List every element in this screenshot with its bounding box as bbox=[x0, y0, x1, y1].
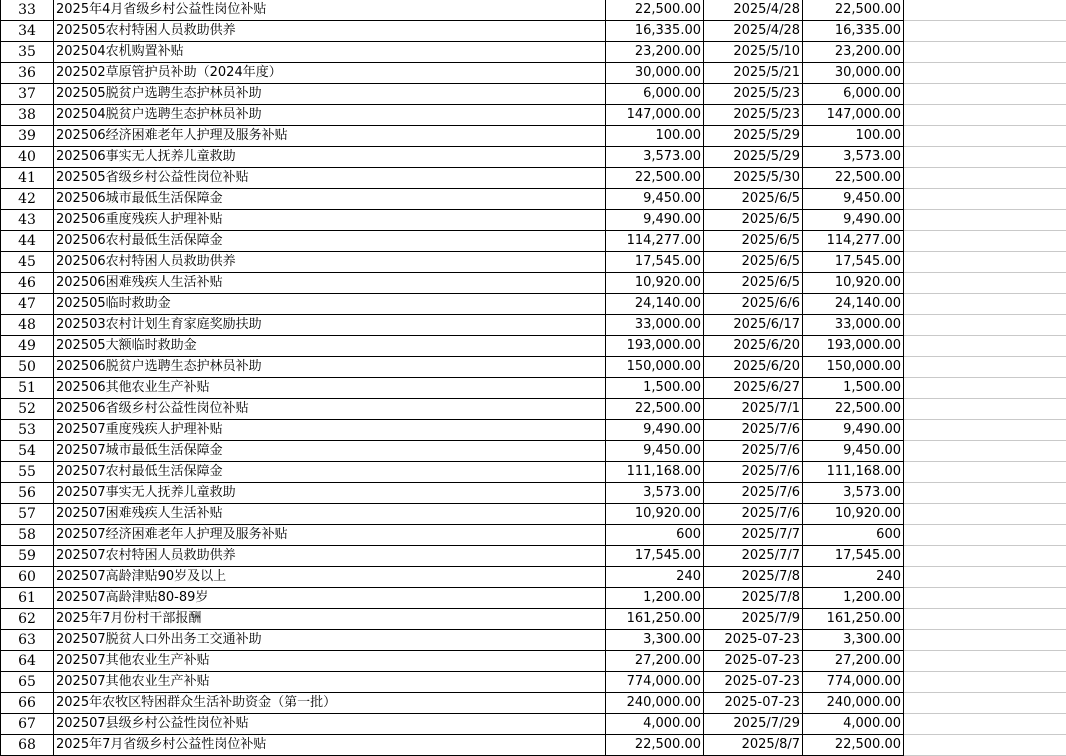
table-row bbox=[1, 189, 1066, 210]
empty-cell[interactable] bbox=[904, 735, 1066, 756]
paid-amount-cell[interactable]: 17,545.00 bbox=[803, 252, 904, 273]
row-number-cell[interactable]: 59 bbox=[1, 546, 54, 567]
date-cell[interactable]: 2025/7/1 bbox=[704, 399, 803, 420]
table-row bbox=[1, 273, 1066, 294]
amount-cell[interactable]: 3,573.00 bbox=[606, 483, 704, 504]
table-row bbox=[1, 294, 1066, 315]
table-row bbox=[1, 399, 1066, 420]
row-number-cell[interactable]: 64 bbox=[1, 651, 54, 672]
table-row bbox=[1, 126, 1066, 147]
date-cell[interactable]: 2025/8/7 bbox=[704, 735, 803, 756]
empty-cell[interactable] bbox=[904, 525, 1066, 546]
empty-cell[interactable] bbox=[904, 462, 1066, 483]
table-row bbox=[1, 462, 1066, 483]
table-row bbox=[1, 525, 1066, 546]
empty-cell[interactable] bbox=[904, 147, 1066, 168]
date-cell[interactable]: 2025/5/29 bbox=[704, 126, 803, 147]
table-row bbox=[1, 651, 1066, 672]
item-name-cell[interactable]: 202506经济困难老年人护理及服务补贴 bbox=[54, 126, 606, 147]
table-row bbox=[1, 735, 1066, 756]
empty-cell[interactable] bbox=[904, 105, 1066, 126]
row-number-cell[interactable]: 40 bbox=[1, 147, 54, 168]
empty-cell[interactable] bbox=[904, 84, 1066, 105]
date-cell[interactable]: 2025/6/5 bbox=[704, 231, 803, 252]
amount-cell[interactable]: 24,140.00 bbox=[606, 294, 704, 315]
paid-amount-cell[interactable]: 23,200.00 bbox=[803, 42, 904, 63]
amount-cell[interactable]: 111,168.00 bbox=[606, 462, 704, 483]
table-row bbox=[1, 609, 1066, 630]
date-cell[interactable]: 2025/6/5 bbox=[704, 210, 803, 231]
item-name-cell[interactable]: 202507经济困难老年人护理及服务补贴 bbox=[54, 525, 606, 546]
paid-amount-cell[interactable]: 3,573.00 bbox=[803, 147, 904, 168]
row-number-cell[interactable]: 68 bbox=[1, 735, 54, 756]
table-row bbox=[1, 0, 1066, 21]
row-number-cell[interactable]: 66 bbox=[1, 693, 54, 714]
date-cell[interactable]: 2025/5/21 bbox=[704, 63, 803, 84]
date-cell[interactable]: 2025/5/23 bbox=[704, 105, 803, 126]
date-cell[interactable]: 2025/7/29 bbox=[704, 714, 803, 735]
empty-cell[interactable] bbox=[904, 693, 1066, 714]
amount-cell[interactable]: 9,450.00 bbox=[606, 441, 704, 462]
table-row bbox=[1, 630, 1066, 651]
item-name-cell[interactable]: 202506省级乡村公益性岗位补贴 bbox=[54, 399, 606, 420]
paid-amount-cell[interactable]: 100.00 bbox=[803, 126, 904, 147]
date-cell[interactable]: 2025/6/20 bbox=[704, 336, 803, 357]
item-name-cell[interactable]: 202505脱贫户选聘生态护林员补助 bbox=[54, 84, 606, 105]
amount-cell[interactable]: 22,500.00 bbox=[606, 0, 704, 21]
empty-cell[interactable] bbox=[904, 420, 1066, 441]
item-name-cell[interactable]: 202507县级乡村公益性岗位补贴 bbox=[54, 714, 606, 735]
amount-cell[interactable]: 240,000.00 bbox=[606, 693, 704, 714]
amount-cell[interactable]: 10,920.00 bbox=[606, 273, 704, 294]
empty-cell[interactable] bbox=[904, 42, 1066, 63]
row-number-cell[interactable]: 65 bbox=[1, 672, 54, 693]
date-cell[interactable]: 2025/6/5 bbox=[704, 273, 803, 294]
table-row bbox=[1, 21, 1066, 42]
paid-amount-cell[interactable]: 774,000.00 bbox=[803, 672, 904, 693]
row-number-cell[interactable]: 55 bbox=[1, 462, 54, 483]
amount-cell[interactable]: 27,200.00 bbox=[606, 651, 704, 672]
row-number-cell[interactable]: 67 bbox=[1, 714, 54, 735]
empty-cell[interactable] bbox=[904, 357, 1066, 378]
empty-cell[interactable] bbox=[904, 63, 1066, 84]
row-number-cell[interactable]: 48 bbox=[1, 315, 54, 336]
row-number-cell[interactable]: 36 bbox=[1, 63, 54, 84]
date-cell[interactable]: 2025-07-23 bbox=[704, 651, 803, 672]
amount-cell[interactable]: 23,200.00 bbox=[606, 42, 704, 63]
paid-amount-cell[interactable]: 10,920.00 bbox=[803, 273, 904, 294]
table-body bbox=[1, 0, 1066, 756]
empty-cell[interactable] bbox=[904, 588, 1066, 609]
date-cell[interactable]: 2025/7/6 bbox=[704, 504, 803, 525]
table-row bbox=[1, 147, 1066, 168]
item-name-cell[interactable]: 202506重度残疾人护理补贴 bbox=[54, 210, 606, 231]
row-number-cell[interactable]: 62 bbox=[1, 609, 54, 630]
table-row bbox=[1, 252, 1066, 273]
item-name-cell[interactable]: 202503农村计划生育家庭奖励扶助 bbox=[54, 315, 606, 336]
item-name-cell[interactable]: 202507其他农业生产补贴 bbox=[54, 651, 606, 672]
paid-amount-cell[interactable]: 3,573.00 bbox=[803, 483, 904, 504]
amount-cell[interactable]: 4,000.00 bbox=[606, 714, 704, 735]
date-cell[interactable]: 2025/4/28 bbox=[704, 0, 803, 21]
paid-amount-cell[interactable]: 600 bbox=[803, 525, 904, 546]
row-number-cell[interactable]: 63 bbox=[1, 630, 54, 651]
amount-cell[interactable]: 9,490.00 bbox=[606, 210, 704, 231]
amount-cell[interactable]: 161,250.00 bbox=[606, 609, 704, 630]
paid-amount-cell[interactable]: 22,500.00 bbox=[803, 399, 904, 420]
empty-cell[interactable] bbox=[904, 21, 1066, 42]
paid-amount-cell[interactable]: 24,140.00 bbox=[803, 294, 904, 315]
item-name-cell[interactable]: 202505农村特困人员救助供养 bbox=[54, 21, 606, 42]
paid-amount-cell[interactable]: 150,000.00 bbox=[803, 357, 904, 378]
amount-cell[interactable]: 17,545.00 bbox=[606, 546, 704, 567]
row-number-cell[interactable]: 61 bbox=[1, 588, 54, 609]
empty-cell[interactable] bbox=[904, 567, 1066, 588]
table-row bbox=[1, 483, 1066, 504]
table-row bbox=[1, 588, 1066, 609]
amount-cell[interactable]: 147,000.00 bbox=[606, 105, 704, 126]
row-number-cell[interactable]: 50 bbox=[1, 357, 54, 378]
amount-cell[interactable]: 30,000.00 bbox=[606, 63, 704, 84]
date-cell[interactable]: 2025/7/6 bbox=[704, 420, 803, 441]
date-cell[interactable]: 2025/5/29 bbox=[704, 147, 803, 168]
date-cell[interactable]: 2025/7/8 bbox=[704, 567, 803, 588]
table-row bbox=[1, 504, 1066, 525]
date-cell[interactable]: 2025-07-23 bbox=[704, 672, 803, 693]
table-row bbox=[1, 441, 1066, 462]
paid-amount-cell[interactable]: 22,500.00 bbox=[803, 735, 904, 756]
empty-cell[interactable] bbox=[904, 672, 1066, 693]
row-number-cell[interactable]: 43 bbox=[1, 210, 54, 231]
paid-amount-cell[interactable]: 9,490.00 bbox=[803, 420, 904, 441]
empty-cell[interactable] bbox=[904, 273, 1066, 294]
date-cell[interactable]: 2025/6/5 bbox=[704, 189, 803, 210]
empty-cell[interactable] bbox=[904, 231, 1066, 252]
date-cell[interactable]: 2025/6/17 bbox=[704, 315, 803, 336]
row-number-cell[interactable]: 56 bbox=[1, 483, 54, 504]
item-name-cell[interactable]: 2025年农牧区特困群众生活补助资金（第一批） bbox=[54, 693, 606, 714]
table-row bbox=[1, 168, 1066, 189]
table-row bbox=[1, 105, 1066, 126]
table-row bbox=[1, 42, 1066, 63]
table-row bbox=[1, 567, 1066, 588]
table-row bbox=[1, 378, 1066, 399]
item-name-cell[interactable]: 202506农村最低生活保障金 bbox=[54, 231, 606, 252]
amount-cell[interactable]: 17,545.00 bbox=[606, 252, 704, 273]
empty-cell[interactable] bbox=[904, 189, 1066, 210]
item-name-cell[interactable]: 202505大额临时救助金 bbox=[54, 336, 606, 357]
row-number-cell[interactable]: 39 bbox=[1, 126, 54, 147]
amount-cell[interactable]: 22,500.00 bbox=[606, 168, 704, 189]
amount-cell[interactable]: 774,000.00 bbox=[606, 672, 704, 693]
paid-amount-cell[interactable]: 4,000.00 bbox=[803, 714, 904, 735]
paid-amount-cell[interactable]: 27,200.00 bbox=[803, 651, 904, 672]
empty-cell[interactable] bbox=[904, 168, 1066, 189]
item-name-cell[interactable]: 2025年4月省级乡村公益性岗位补贴 bbox=[54, 0, 606, 21]
paid-amount-cell[interactable]: 114,277.00 bbox=[803, 231, 904, 252]
empty-cell[interactable] bbox=[904, 630, 1066, 651]
paid-amount-cell[interactable]: 10,920.00 bbox=[803, 504, 904, 525]
date-cell[interactable]: 2025/5/23 bbox=[704, 84, 803, 105]
paid-amount-cell[interactable]: 1,500.00 bbox=[803, 378, 904, 399]
row-number-cell[interactable]: 58 bbox=[1, 525, 54, 546]
empty-cell[interactable] bbox=[904, 378, 1066, 399]
row-number-cell[interactable]: 42 bbox=[1, 189, 54, 210]
date-cell[interactable]: 2025/7/6 bbox=[704, 462, 803, 483]
date-cell[interactable]: 2025/7/7 bbox=[704, 525, 803, 546]
empty-cell[interactable] bbox=[904, 399, 1066, 420]
paid-amount-cell[interactable]: 17,545.00 bbox=[803, 546, 904, 567]
item-name-cell[interactable]: 202507农村特困人员救助供养 bbox=[54, 546, 606, 567]
amount-cell[interactable]: 100.00 bbox=[606, 126, 704, 147]
item-name-cell[interactable]: 2025年7月份村干部报酬 bbox=[54, 609, 606, 630]
amount-cell[interactable]: 1,200.00 bbox=[606, 588, 704, 609]
table-row bbox=[1, 357, 1066, 378]
empty-cell[interactable] bbox=[904, 126, 1066, 147]
empty-cell[interactable] bbox=[904, 714, 1066, 735]
row-number-cell[interactable]: 49 bbox=[1, 336, 54, 357]
item-name-cell[interactable]: 202504农机购置补贴 bbox=[54, 42, 606, 63]
paid-amount-cell[interactable]: 30,000.00 bbox=[803, 63, 904, 84]
table-row bbox=[1, 231, 1066, 252]
item-name-cell[interactable]: 202507其他农业生产补贴 bbox=[54, 672, 606, 693]
row-number-cell[interactable]: 37 bbox=[1, 84, 54, 105]
empty-cell[interactable] bbox=[904, 315, 1066, 336]
item-name-cell[interactable]: 202506事实无人抚养儿童救助 bbox=[54, 147, 606, 168]
paid-amount-cell[interactable]: 6,000.00 bbox=[803, 84, 904, 105]
table-row bbox=[1, 672, 1066, 693]
amount-cell[interactable]: 22,500.00 bbox=[606, 399, 704, 420]
date-cell[interactable]: 2025/7/6 bbox=[704, 483, 803, 504]
amount-cell[interactable]: 1,500.00 bbox=[606, 378, 704, 399]
empty-cell[interactable] bbox=[904, 441, 1066, 462]
paid-amount-cell[interactable]: 9,490.00 bbox=[803, 210, 904, 231]
row-number-cell[interactable]: 35 bbox=[1, 42, 54, 63]
date-cell[interactable]: 2025-07-23 bbox=[704, 693, 803, 714]
amount-cell[interactable]: 9,450.00 bbox=[606, 189, 704, 210]
table-row bbox=[1, 546, 1066, 567]
table-row bbox=[1, 693, 1066, 714]
row-number-cell[interactable]: 38 bbox=[1, 105, 54, 126]
table-row bbox=[1, 210, 1066, 231]
date-cell[interactable]: 2025/7/7 bbox=[704, 546, 803, 567]
date-cell[interactable]: 2025/6/20 bbox=[704, 357, 803, 378]
item-name-cell[interactable]: 202505临时救助金 bbox=[54, 294, 606, 315]
item-name-cell[interactable]: 202507高龄津贴90岁及以上 bbox=[54, 567, 606, 588]
date-cell[interactable]: 2025/5/30 bbox=[704, 168, 803, 189]
item-name-cell[interactable]: 202507高龄津贴80-89岁 bbox=[54, 588, 606, 609]
row-number-cell[interactable]: 45 bbox=[1, 252, 54, 273]
date-cell[interactable]: 2025-07-23 bbox=[704, 630, 803, 651]
paid-amount-cell[interactable]: 9,450.00 bbox=[803, 441, 904, 462]
row-number-cell[interactable]: 46 bbox=[1, 273, 54, 294]
paid-amount-cell[interactable]: 33,000.00 bbox=[803, 315, 904, 336]
item-name-cell[interactable]: 202507重度残疾人护理补贴 bbox=[54, 420, 606, 441]
amount-cell[interactable]: 33,000.00 bbox=[606, 315, 704, 336]
row-number-cell[interactable]: 53 bbox=[1, 420, 54, 441]
empty-cell[interactable] bbox=[904, 252, 1066, 273]
amount-cell[interactable]: 3,300.00 bbox=[606, 630, 704, 651]
item-name-cell[interactable]: 202506脱贫户选聘生态护林员补助 bbox=[54, 357, 606, 378]
paid-amount-cell[interactable]: 9,450.00 bbox=[803, 189, 904, 210]
date-cell[interactable]: 2025/4/28 bbox=[704, 21, 803, 42]
amount-cell[interactable]: 193,000.00 bbox=[606, 336, 704, 357]
item-name-cell[interactable]: 202507事实无人抚养儿童救助 bbox=[54, 483, 606, 504]
paid-amount-cell[interactable]: 111,168.00 bbox=[803, 462, 904, 483]
item-name-cell[interactable]: 202502草原管护员补助（2024年度） bbox=[54, 63, 606, 84]
paid-amount-cell[interactable]: 3,300.00 bbox=[803, 630, 904, 651]
row-number-cell[interactable]: 51 bbox=[1, 378, 54, 399]
row-number-cell[interactable]: 57 bbox=[1, 504, 54, 525]
amount-cell[interactable]: 3,573.00 bbox=[606, 147, 704, 168]
amount-cell[interactable]: 600 bbox=[606, 525, 704, 546]
empty-cell[interactable] bbox=[904, 651, 1066, 672]
paid-amount-cell[interactable]: 22,500.00 bbox=[803, 0, 904, 21]
empty-cell[interactable] bbox=[904, 210, 1066, 231]
item-name-cell[interactable]: 202507困难残疾人生活补贴 bbox=[54, 504, 606, 525]
amount-cell[interactable]: 10,920.00 bbox=[606, 504, 704, 525]
row-number-cell[interactable]: 34 bbox=[1, 21, 54, 42]
empty-cell[interactable] bbox=[904, 0, 1066, 21]
item-name-cell[interactable]: 202507脱贫人口外出务工交通补助 bbox=[54, 630, 606, 651]
empty-cell[interactable] bbox=[904, 483, 1066, 504]
item-name-cell[interactable]: 2025年7月省级乡村公益性岗位补贴 bbox=[54, 735, 606, 756]
row-number-cell[interactable]: 41 bbox=[1, 168, 54, 189]
item-name-cell[interactable]: 202506其他农业生产补贴 bbox=[54, 378, 606, 399]
paid-amount-cell[interactable]: 240 bbox=[803, 567, 904, 588]
amount-cell[interactable]: 114,277.00 bbox=[606, 231, 704, 252]
paid-amount-cell[interactable]: 193,000.00 bbox=[803, 336, 904, 357]
paid-amount-cell[interactable]: 1,200.00 bbox=[803, 588, 904, 609]
empty-cell[interactable] bbox=[904, 504, 1066, 525]
item-name-cell[interactable]: 202507农村最低生活保障金 bbox=[54, 462, 606, 483]
table-row bbox=[1, 315, 1066, 336]
amount-cell[interactable]: 9,490.00 bbox=[606, 420, 704, 441]
item-name-cell[interactable]: 202507城市最低生活保障金 bbox=[54, 441, 606, 462]
empty-cell[interactable] bbox=[904, 336, 1066, 357]
paid-amount-cell[interactable]: 240,000.00 bbox=[803, 693, 904, 714]
row-number-cell[interactable]: 44 bbox=[1, 231, 54, 252]
date-cell[interactable]: 2025/7/6 bbox=[704, 441, 803, 462]
table-row bbox=[1, 420, 1066, 441]
amount-cell[interactable]: 240 bbox=[606, 567, 704, 588]
paid-amount-cell[interactable]: 16,335.00 bbox=[803, 21, 904, 42]
paid-amount-cell[interactable]: 161,250.00 bbox=[803, 609, 904, 630]
row-number-cell[interactable]: 60 bbox=[1, 567, 54, 588]
item-name-cell[interactable]: 202506困难残疾人生活补贴 bbox=[54, 273, 606, 294]
date-cell[interactable]: 2025/6/5 bbox=[704, 252, 803, 273]
item-name-cell[interactable]: 202505省级乡村公益性岗位补贴 bbox=[54, 168, 606, 189]
paid-amount-cell[interactable]: 147,000.00 bbox=[803, 105, 904, 126]
table-row bbox=[1, 84, 1066, 105]
empty-cell[interactable] bbox=[904, 294, 1066, 315]
row-number-cell[interactable]: 33 bbox=[1, 0, 54, 21]
item-name-cell[interactable]: 202504脱贫户选聘生态护林员补助 bbox=[54, 105, 606, 126]
table-row bbox=[1, 63, 1066, 84]
amount-cell[interactable]: 150,000.00 bbox=[606, 357, 704, 378]
amount-cell[interactable]: 16,335.00 bbox=[606, 21, 704, 42]
row-number-cell[interactable]: 47 bbox=[1, 294, 54, 315]
row-number-cell[interactable]: 54 bbox=[1, 441, 54, 462]
table-row bbox=[1, 714, 1066, 735]
date-cell[interactable]: 2025/6/6 bbox=[704, 294, 803, 315]
empty-cell[interactable] bbox=[904, 546, 1066, 567]
date-cell[interactable]: 2025/5/10 bbox=[704, 42, 803, 63]
date-cell[interactable]: 2025/6/27 bbox=[704, 378, 803, 399]
amount-cell[interactable]: 6,000.00 bbox=[606, 84, 704, 105]
table-row bbox=[1, 336, 1066, 357]
amount-cell[interactable]: 22,500.00 bbox=[606, 735, 704, 756]
date-cell[interactable]: 2025/7/9 bbox=[704, 609, 803, 630]
row-number-cell[interactable]: 52 bbox=[1, 399, 54, 420]
item-name-cell[interactable]: 202506城市最低生活保障金 bbox=[54, 189, 606, 210]
empty-cell[interactable] bbox=[904, 609, 1066, 630]
paid-amount-cell[interactable]: 22,500.00 bbox=[803, 168, 904, 189]
date-cell[interactable]: 2025/7/8 bbox=[704, 588, 803, 609]
item-name-cell[interactable]: 202506农村特困人员救助供养 bbox=[54, 252, 606, 273]
